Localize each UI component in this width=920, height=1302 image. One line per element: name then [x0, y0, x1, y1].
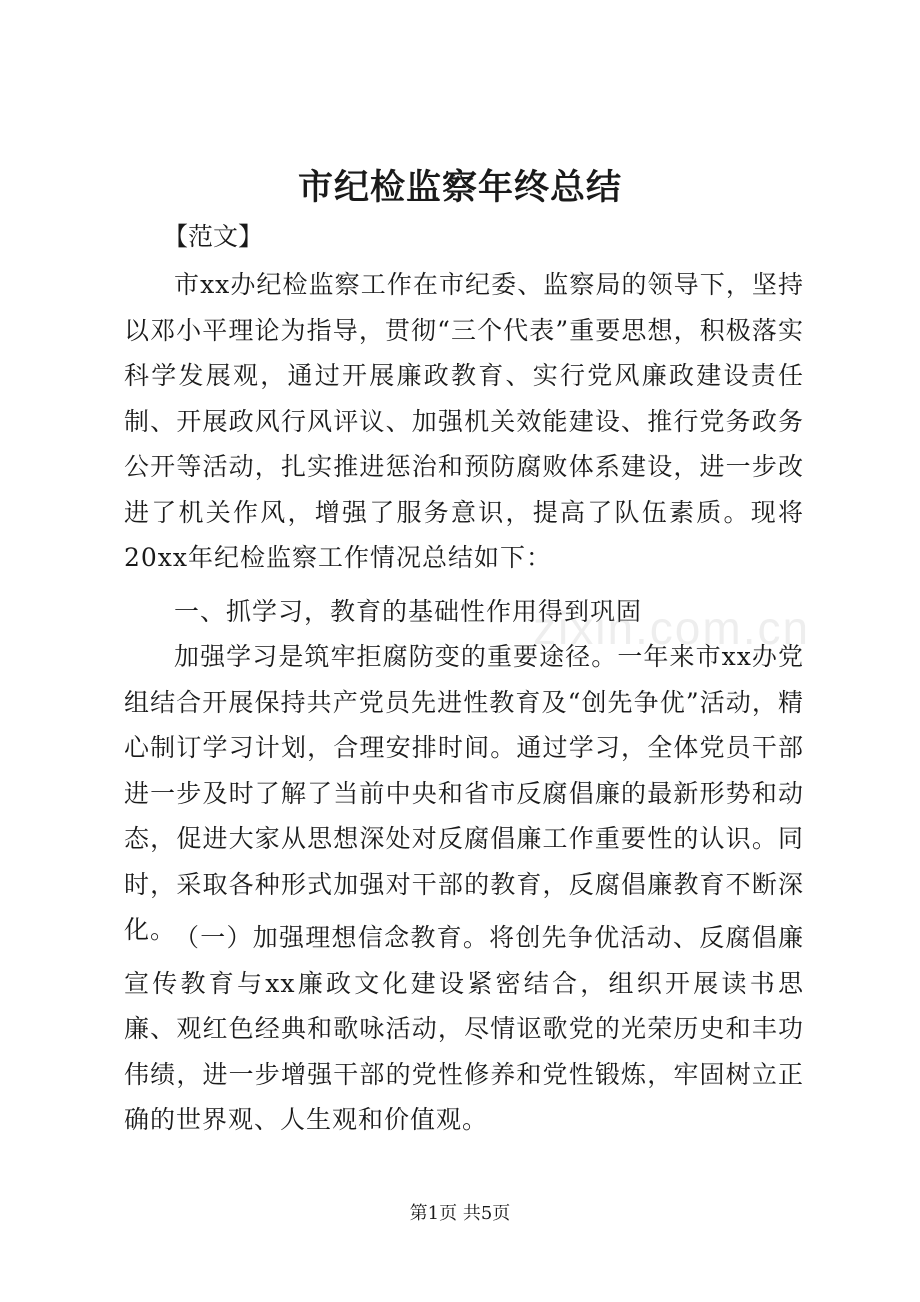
section-heading-1: 一、抓学习，教育的基础性作用得到巩固: [174, 597, 643, 626]
paragraph-intro: 市xx办纪检监察工作在市纪委、监察局的领导下，坚持以邓小平理论为指导，贯彻“三个代表”重要思想，积极落实科学发展观，通过开展廉政教育、实行党风廉政建设责任制、开展政风行风评议、加强机关效能建设、推行党务政务公开等活动，扎实推进惩治和预防腐败体系建设，进一步改进了机关作风，增强了服务意识，提高了队伍素质。现将20xx年纪检监察工作情况总结如下：: [124, 270, 804, 572]
watermark: zixin.com.cn: [533, 602, 811, 654]
document-title: 市纪检监察年终总结: [297, 167, 622, 208]
paragraph-ideals: （一）加强理想信念教育。将创先争优活动、反腐倡廉宣传教育与xx廉政文化建设紧密结合，组织开展读书思廉、观红色经典和歌咏活动，尽情讴歌党的光荣历史和丰功伟绩，进一步增强干部的党性修养和党性锻炼，牢固树立正确的世界观、人生观和价值观。: [124, 923, 804, 1134]
document-tag: 【范文】: [163, 222, 264, 251]
page-footer: 第1页 共5页: [409, 1203, 511, 1224]
paragraph-study: 加强学习是筑牢拒腐防变的重要途径。一年来市xx办党组结合开展保持共产党员先进性教育及“创先争优”活动，精心制订学习计划，合理安排时间。通过学习，全体党员干部进一步及时了解了当前中央和省市反腐倡廉的最新形势和动态，促进大家从思想深处对反腐倡廉工作重要性的认识。同时，采取各种形式加强对干部的教育，反腐倡廉教育不断深化。: [124, 642, 804, 944]
